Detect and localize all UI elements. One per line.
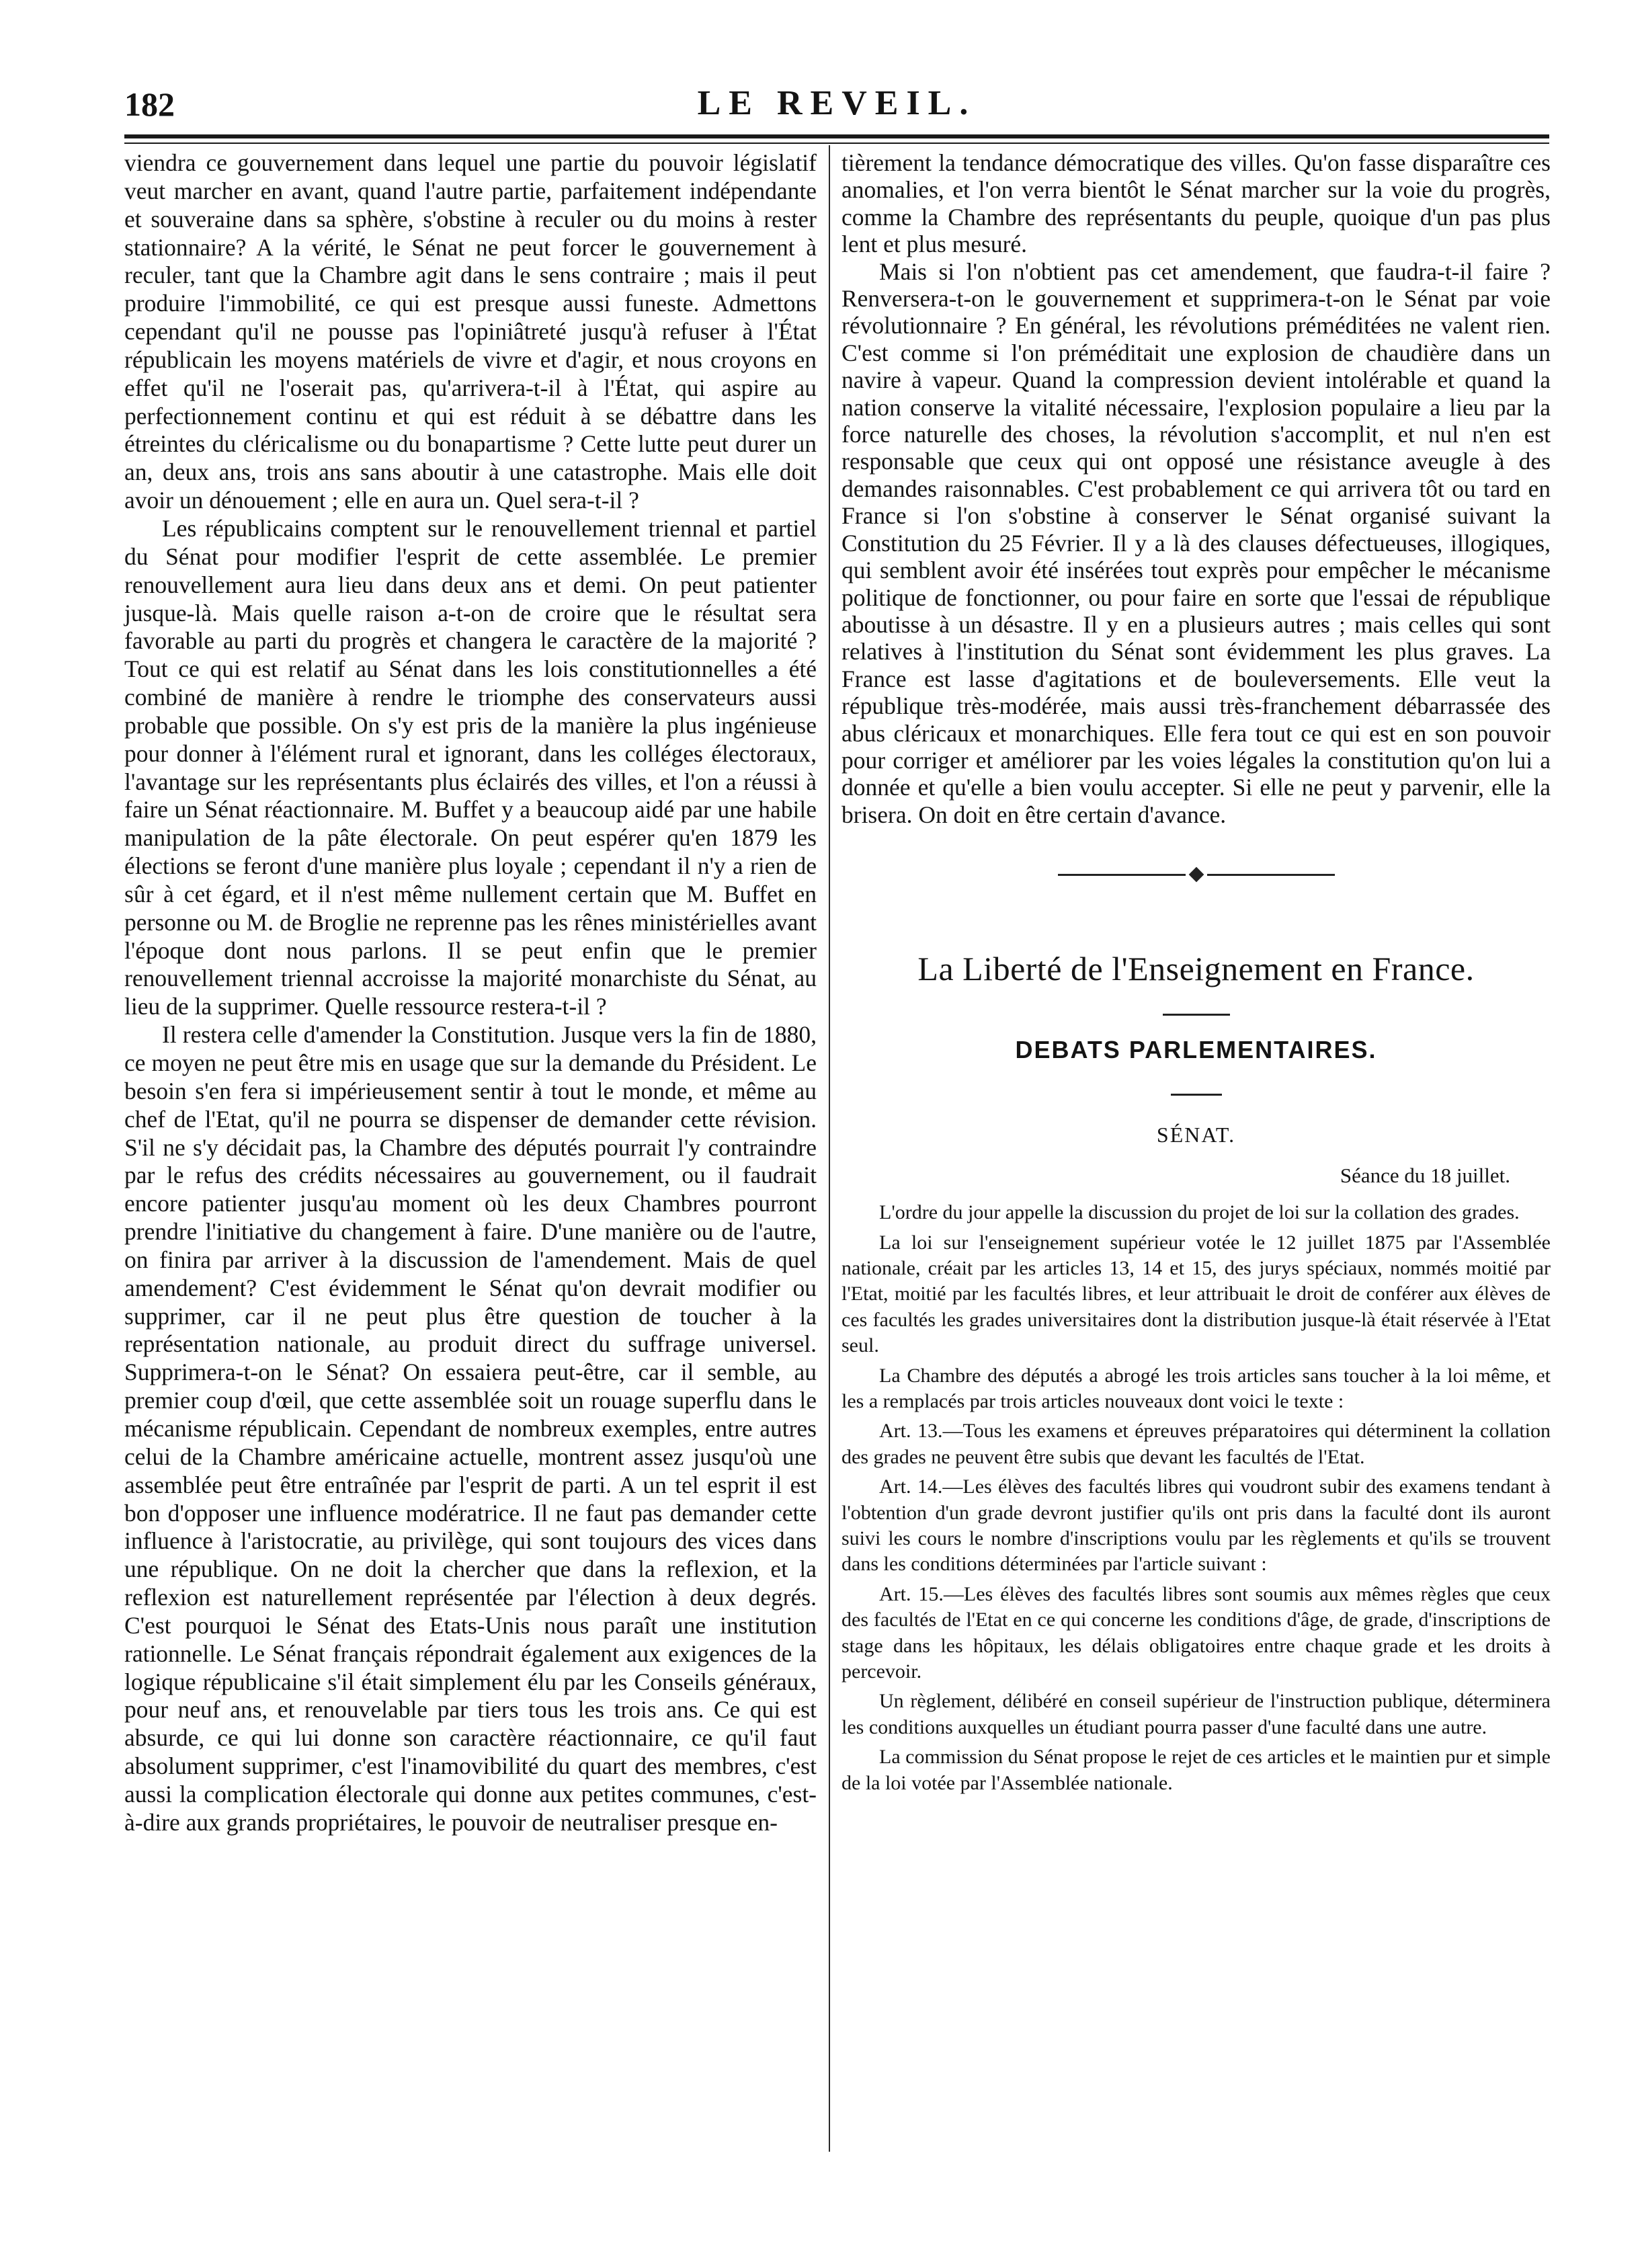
- page-header: [124, 79, 1549, 133]
- right-paragraph-1: tièrement la tendance démocratique des villes. Qu'on fasse disparaître ces anomalies, et l'on verra bientôt le Sénat marcher sur la voie du progrès, comme la Chambre des représentants du peuple, quoique d'un pas plus lent et plus mesuré.: [841, 149, 1551, 258]
- debate-paragraph: La Chambre des députés a abrogé les trois articles sans toucher à la loi même, et les a remplacés par trois articles nouveaux dont voici le texte :: [841, 1364, 1551, 1412]
- subtitle-rule: [1171, 1094, 1222, 1096]
- debate-article-13: Art. 13.—Tous les examens et épreuves préparatoires qui déterminent la collation des grades ne peuvent être subis que devant les facultés de l'Etat.: [841, 1420, 1551, 1468]
- debate-paragraph: Un règlement, délibéré en conseil supérieur de l'instruction publique, déterminera les conditions auxquelles un étudiant pourra passer d'une faculté dans une autre.: [841, 1690, 1551, 1738]
- header-rule-thin: [124, 143, 1549, 144]
- session-date: Séance du 18 juillet.: [1340, 1164, 1510, 1188]
- chamber-heading: SÉNAT.: [1156, 1123, 1236, 1147]
- title-rule: [1163, 1014, 1230, 1016]
- column-divider: [829, 145, 830, 2152]
- debate-paragraph: L'ordre du jour appelle la discussion du projet de loi sur la collation des grades.: [879, 1201, 1520, 1224]
- section-ornament: [841, 868, 1551, 882]
- section-subtitle: DEBATS PARLEMENTAIRES.: [1015, 1036, 1377, 1064]
- left-paragraph-2: Les républicains comptent sur le renouvellement triennal et partiel du Sénat pour modifier l'esprit de cette assemblée. Le premier renouvellement aura lieu dans deux ans et demi. On peut patienter jusque-là. Mais quelle raison a-t-on de croire que le résultat sera favorable au parti du progrès et changera le caractère de la majorité ? Tout ce qui est relatif au Sénat dans les lois constitutionnelles a été combiné de manière à rendre le triomphe des conservateurs aussi probable que possible. On s'y est pris de la manière la plus ingénieuse pour donner à l'élément rural et ignorant, dans les colléges électoraux, l'avantage sur les représentants plus éclairés des villes, et l'on a réussi à faire un Sénat réactionnaire. M. Buffet y a beaucoup aidé par une habile manipulation de la pâte électorale. On peut espérer qu'en 1879 les élections se feront d'une manière plus loyale ; cependant il n'y a rien de sûr à cet égard, et il n'est même nullement certain que M. Buffet en personne ou M. de Broglie ne reprenne pas les rênes ministérielles avant l'époque dont nous parlons. Il se peut enfin que le premier renouvellement triennal accroisse la majorité monarchiste du Sénat, au lieu de la supprimer. Quelle ressource restera-t-il ?: [124, 514, 817, 1020]
- debate-article-14: Art. 14.—Les élèves des facultés libres qui voudront subir des examens tendant à l'obtention d'un grade devront justifier qu'ils ont pris dans la faculté dont ils auront suivi les cours le nombre d'inscriptions voulu par les règlements et qu'ils se trouvent dans les conditions déterminées par l'article suivant :: [841, 1475, 1551, 1576]
- right-column-body: [841, 149, 1551, 828]
- header-rule-thick: [124, 134, 1549, 138]
- left-column: [124, 149, 817, 2139]
- debate-report: [841, 1200, 1551, 1796]
- debate-paragraph: La commission du Sénat propose le rejet de ces articles et le maintien pur et simple de la loi votée par l'Assemblée nationale.: [841, 1746, 1551, 1794]
- right-paragraph-2: Mais si l'on n'obtient pas cet amendement, que faudra-t-il faire ? Renversera-t-on le gouvernement et supprimera-t-on le Sénat par voie révolutionnaire ? En général, les révolutions préméditées ne valent rien. C'est comme si l'on préméditait une explosion de chaudière dans un navire à vapeur. Quand la compression devient intolérable et quand la nation conserve la vitalité nécessaire, l'explosion populaire a lieu par la force naturelle des choses, la révolution s'accomplit, et nul n'en est responsable que ceux qui ont opposé une résistance aveugle à des demandes raisonnables. C'est probablement ce qui arrivera tôt ou tard en France si l'on s'obstine à conserver le Sénat organisé suivant la Constitution du 25 Février. Il y a là des clauses défectueuses, illogiques, qui semblent avoir été insérées tout exprès pour empêcher le mécanisme politique de fonctionner, ou pour faire en sorte que l'essai de république aboutisse à un désastre. Il y en a plusieurs autres ; mais celles qui sont relatives à l'institution du Sénat sont évidemment les plus graves. La France est lasse d'agitations et de bouleversements. Elle veut la république très-modérée, mais aussi très-franchement débarrassée des abus cléricaux et monarchiques. Elle fera tout ce qui est en son pouvoir pour corriger et améliorer par les voies légales la constitution qu'on lui a donnée et qu'elle a bien voulu accepter. Si elle ne peut y parvenir, elle la brisera. On doit en être certain d'avance.: [841, 257, 1551, 828]
- debate-paragraph: La loi sur l'enseignement supérieur votée le 12 juillet 1875 par l'Assemblée nationale, créait par les articles 13, 14 et 15, des jurys spéciaux, nommés moitié par l'Etat, moitié par les facultés libres, et leur attribuait le droit de conférer aux élèves de ces facultés les grades universitaires dont la distribution jusque-là était réservée à l'Etat seul.: [841, 1231, 1551, 1357]
- running-title: LE REVEIL.: [697, 84, 977, 122]
- left-paragraph-1: viendra ce gouvernement dans lequel une partie du pouvoir législatif veut marcher en avant, quand l'autre partie, parfaitement indépendante et souveraine dans sa sphère, s'obstine à reculer ou du moins à rester stationnaire? A la vérité, le Sénat ne peut forcer le gouvernement à reculer, tant que la Chambre agit dans le sens contraire ; mais il peut produire l'immobilité, ce qui est presque aussi funeste. Admettons cependant qu'il ne pousse pas l'opiniâtreté jusqu'à refuser à l'État républicain les moyens matériels de vivre et d'agir, et nous croyons en effet qu'il ne l'oserait pas, qu'arrivera-t-il à l'État, qui aspire au perfectionnement continu et qui est réduit à se débattre dans les étreintes du cléricalisme ou du bonapartisme ? Cette lutte peut durer un an, deux ans, trois ans sans aboutir à une catastrophe. Mais elle doit avoir un dénouement ; elle en aura un. Quel sera-t-il ?: [124, 149, 817, 514]
- debate-article-15: Art. 15.—Les élèves des facultés libres sont soumis aux mêmes règles que ceux des facultés de l'Etat en ce qui concerne les conditions d'âge, de grade, d'inscriptions de stage dans les hôpitaux, les délais obligatoires entre chaque grade et les droits à percevoir.: [841, 1582, 1551, 1683]
- right-column: [841, 149, 1551, 1800]
- section-title: La Liberté de l'Enseignement en France.: [917, 950, 1475, 988]
- left-paragraph-3: Il restera celle d'amender la Constitution. Jusque vers la fin de 1880, ce moyen ne peut être mis en usage que sur la demande du Président. Le besoin s'en fera si impérieusement sentir à tout le monde, et même au chef de l'Etat, qu'il ne pourra se dispenser de demander cette révision. S'il ne s'y décidait pas, la Chambre des députés pourrait l'y contraindre par le refus des crédits nécessaires au gouvernement, ou il faudrait encore patienter jusqu'au moment où les deux Chambres pourront prendre l'initiative du changement à faire. D'une manière ou de l'autre, on finira par arriver à la discussion de l'amendement. Mais de quel amendement? C'est évidemment le Sénat qu'on devrait modifier ou supprimer, car il ne peut plus être question de toucher à la représentation nationale, au produit direct du suffrage universel. Supprimera-t-on le Sénat? On essaiera peut-être, car il semble, au premier coup d'œil, que cette assemblée soit un rouage superflu dans le mécanisme républicain. Cependant de nombreux exemples, entre autres celui de la Chambre américaine actuelle, montrent assez jusqu'où une assemblée peut être entraînée par l'esprit de parti. A un tel esprit il est bon d'opposer une influence modératrice. Il ne faut pas demander cette influence à l'aristocratie, au privilège, qui sont toujours des vices dans une république. On ne doit la chercher que dans la reflexion, et la reflexion est naturellement représentée par l'élection à deux degrés. C'est pourquoi le Sénat des Etats-Unis nous paraît une institution rationnelle. Le Sénat français répondrait également aux exigences de la logique républicaine s'il était simplement élu par les Conseils généraux, pour neuf ans, et renouvelable par tiers tous les trois ans. Ce qui est absurde, ce qui lui donne son caractère réactionnaire, ce qu'il faut absolument supprimer, c'est l'inamovibilité du quart des membres, c'est aussi la complication électorale qui donne aux petites communes, c'est-à-dire aux grands propriétaires, le pouvoir de neutraliser presque en-: [124, 1021, 817, 1836]
- page-number: 182: [124, 85, 175, 123]
